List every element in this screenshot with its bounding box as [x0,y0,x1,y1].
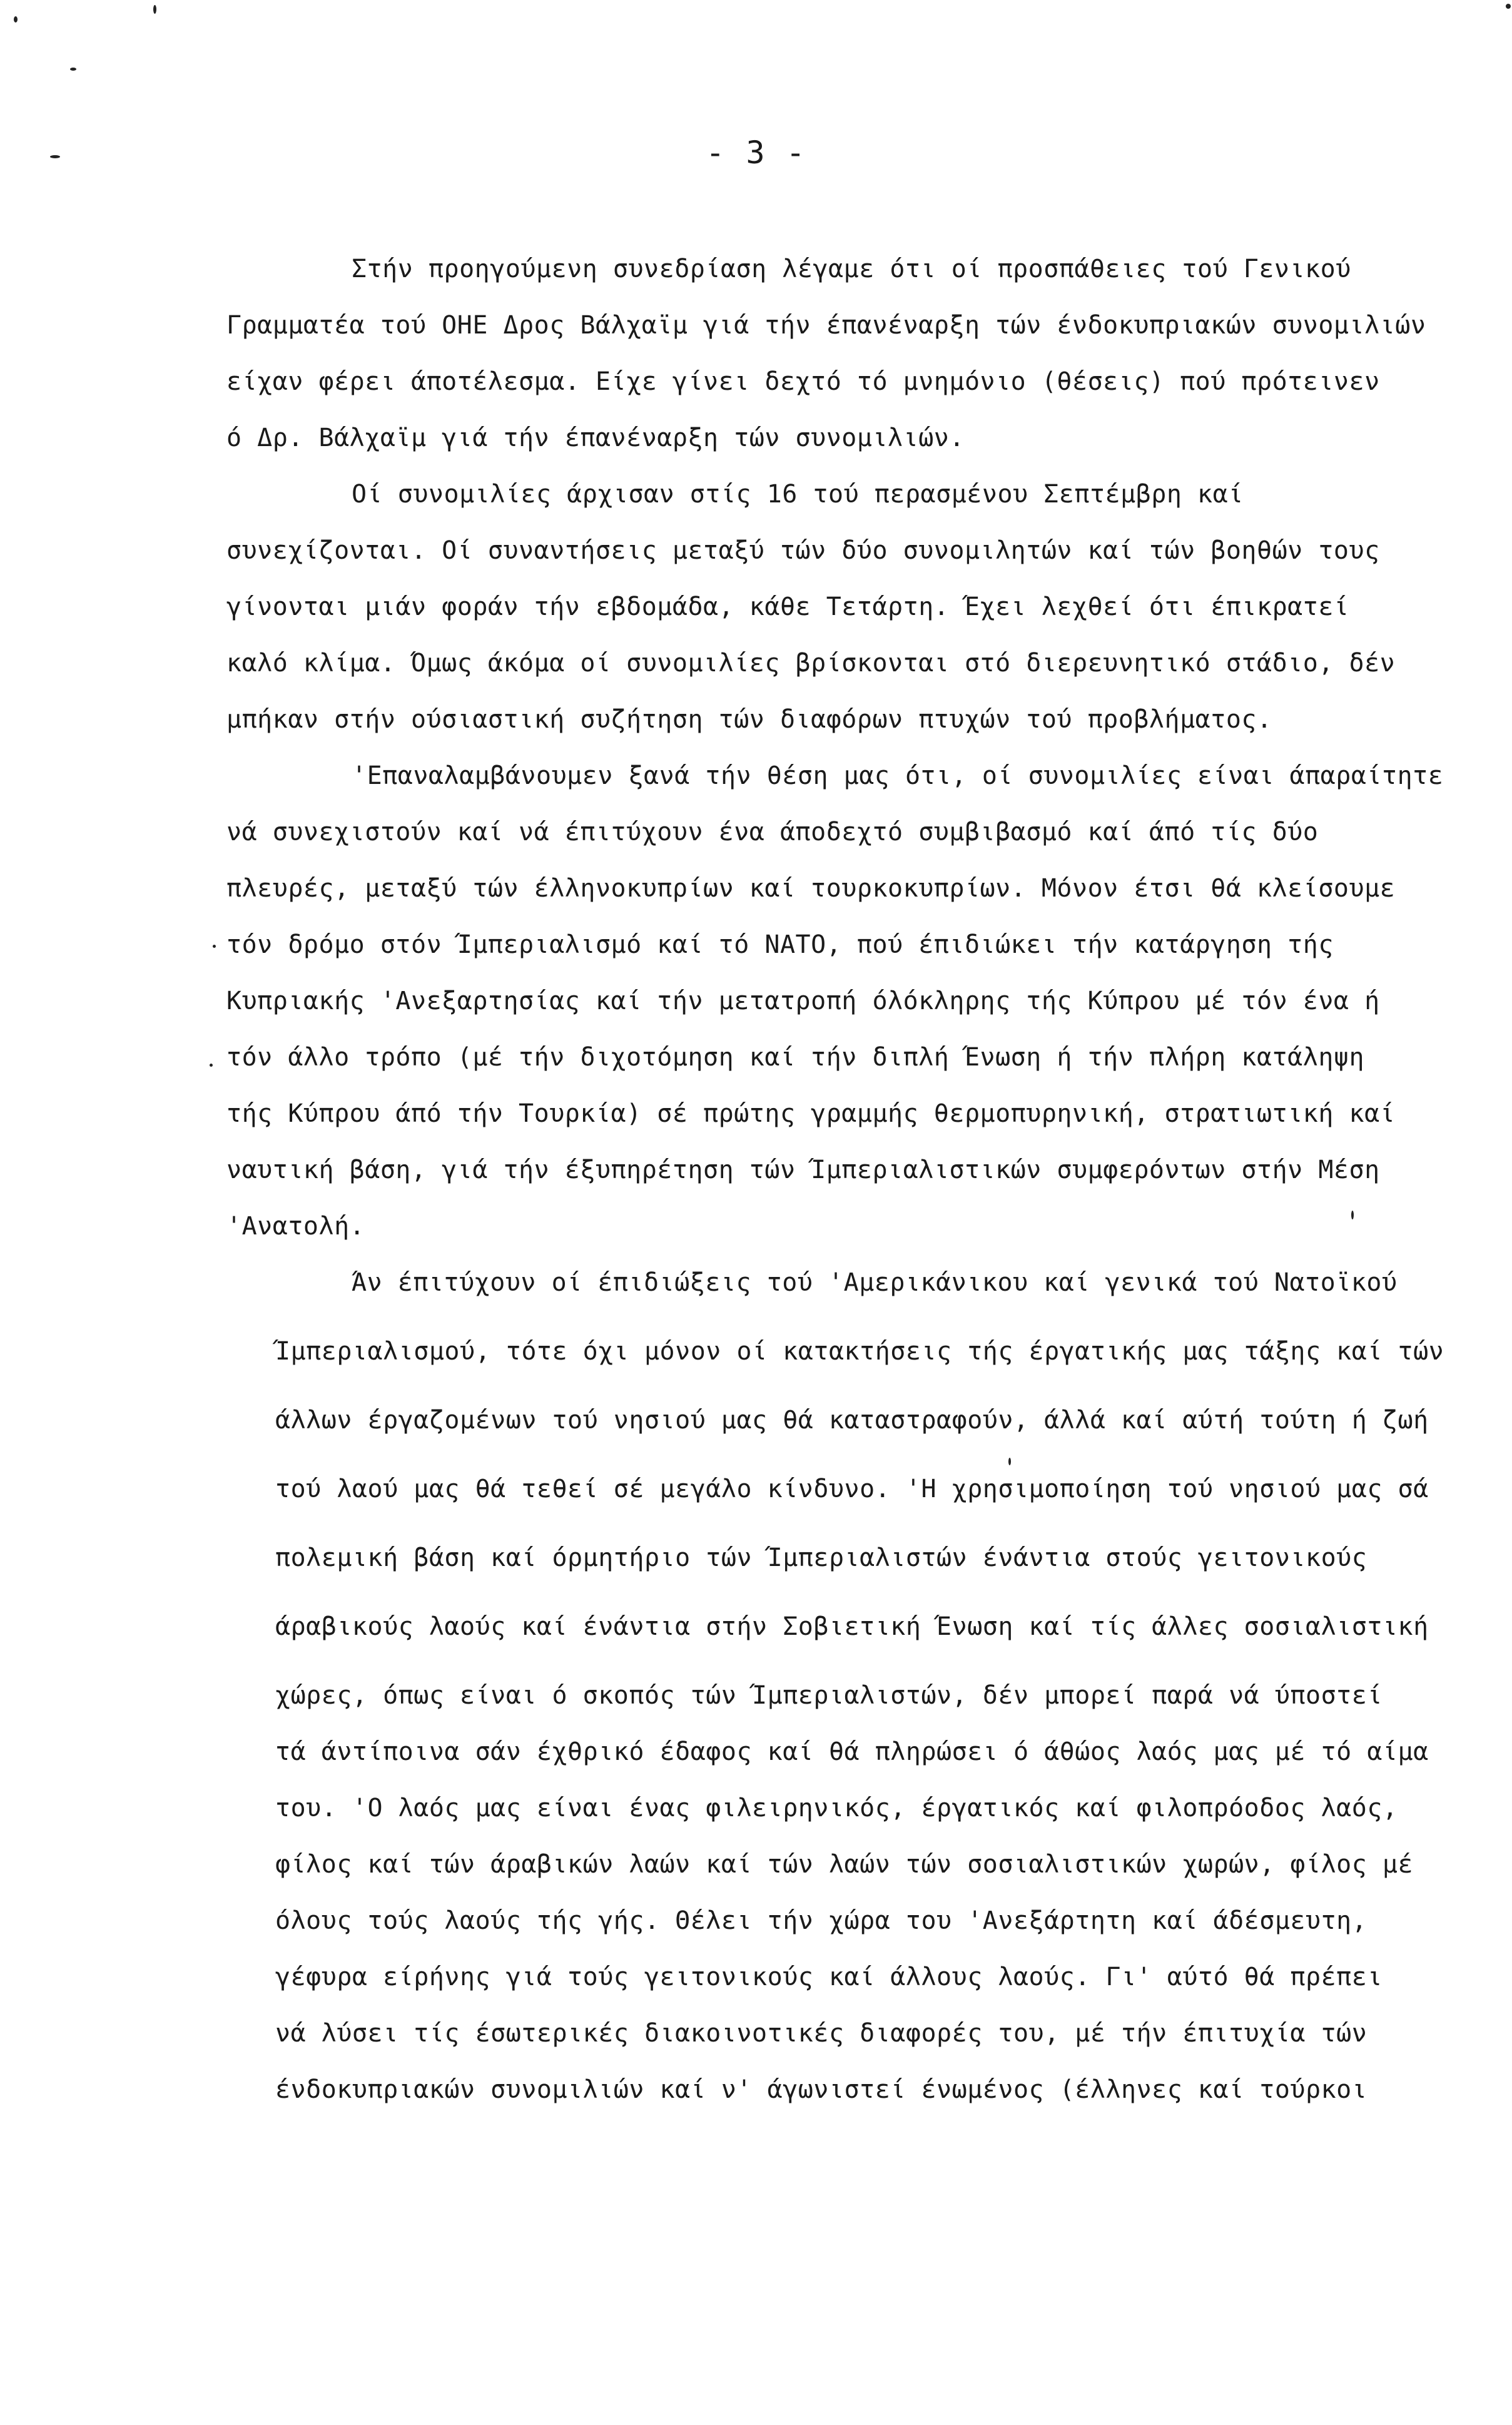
scan-speck [1506,4,1511,9]
text-line: Γραμματέα τού ΟΗΕ Δρος Βάλχαϊμ γιά τήν έπανέναρξη τών ένδοκυπριακών συνομιλιών [226,311,1426,340]
text-line: 'Επαναλαμβάνουμεν ξανά τήν θέση μας ότι, οί συνομιλίες είναι άπαραίτητε [352,761,1444,790]
scan-speck [153,5,156,14]
scan-speck [210,1064,213,1067]
text-line: τά άντίποινα σάν έχθρικό έδαφος καί θά πληρώσει ό άθώος λαός μας μέ τό αίμα [275,1737,1429,1766]
text-line: χώρες, όπως είναι ό σκοπός τών Ίμπεριαλιστών, δέν μπορεί παρά νά ύποστεί [275,1681,1383,1710]
text-line: άραβικούς λαούς καί ένάντια στήν Σοβιετική Ένωση καί τίς άλλες σοσιαλιστική [275,1612,1429,1641]
scan-speck [70,68,76,71]
text-line: Στήν προηγούμενη συνεδρίαση λέγαμε ότι οί προσπάθειες τού Γενικού [352,255,1351,283]
text-line: τής Κύπρου άπό τήν Τουρκία) σέ πρώτης γραμμής θερμοπυρηνική, στρατιωτική καί [226,1099,1396,1128]
text-line: άλλων έργαζομένων τού νησιού μας θά καταστραφούν, άλλά καί αύτή τούτη ή ζωή [275,1406,1429,1435]
text-line: όλους τούς λαούς τής γής. Θέλει τήν χώρα του 'Ανεξάρτητη καί άδέσμευτη, [275,1906,1367,1935]
text-line: 'Ανατολή. [226,1212,365,1241]
text-line: τού λαού μας θά τεθεί σέ μεγάλο κίνδυνο. 'Η χρησιμοποίηση τού νησιού μας σά [275,1475,1429,1503]
scan-speck [213,945,216,948]
text-line: τόν δρόμο στόν Ίμπεριαλισμό καί τό ΝΑΤΟ, πού έπιδιώκει τήν κατάργηση τής [226,930,1334,959]
text-line: του. 'Ο λαός μας είναι ένας φιλειρηνικός, έργατικός καί φιλοπρόοδος λαός, [275,1794,1398,1823]
text-line: Οί συνομιλίες άρχισαν στίς 16 τού περασμένου Σεπτέμβρη καί [352,480,1244,509]
text-line: Άν έπιτύχουν οί έπιδιώξεις τού 'Αμερικάνικου καί γενικά τού Νατοϊκού [352,1268,1398,1297]
page-number: - 3 - [706,135,806,171]
scan-speck [50,155,60,158]
text-line: μπήκαν στήν ούσιαστική συζήτηση τών διαφόρων πτυχών τού προβλήματος. [226,705,1272,734]
scan-speck [1351,1211,1354,1219]
scan-speck [1008,1458,1011,1465]
text-line: ένδοκυπριακών συνομιλιών καί ν' άγωνιστεί ένωμένος (έλληνες καί τούρκοι [275,2075,1367,2104]
text-line: φίλος καί τών άραβικών λαών καί τών λαών τών σοσιαλιστικών χωρών, φίλος μέ [275,1850,1414,1879]
text-line: γέφυρα είρήνης γιά τούς γειτονικούς καί άλλους λαούς. Γι' αύτό θά πρέπει [275,1963,1383,1991]
text-line: καλό κλίμα. Όμως άκόμα οί συνομιλίες βρίσκονται στό διερευνητικό στάδιο, δέν [226,649,1396,678]
text-line: νά συνεχιστούν καί νά έπιτύχουν ένα άποδεχτό συμβιβασμό καί άπό τίς δύο [226,818,1319,846]
text-line: γίνονται μιάν φοράν τήν εβδομάδα, κάθε Τετάρτη. Έχει λεχθεί ότι έπικρατεί [226,592,1349,621]
text-line: πολεμική βάση καί όρμητήριο τών Ίμπεριαλιστών ένάντια στούς γειτονικούς [275,1543,1367,1572]
text-line: τόν άλλο τρόπο (μέ τήν διχοτόμηση καί τήν διπλή Ένωση ή τήν πλήρη κατάληψη [226,1043,1365,1072]
text-line: Ίμπεριαλισμού, τότε όχι μόνον οί κατακτήσεις τής έργατικής μας τάξης καί τών [275,1337,1444,1366]
text-line: συνεχίζονται. Οί συναντήσεις μεταξύ τών δύο συνομιλητών καί τών βοηθών τους [226,536,1380,565]
scan-speck [14,16,18,23]
text-line: είχαν φέρει άποτέλεσμα. Είχε γίνει δεχτό τό μνημόνιο (θέσεις) πού πρότεινεν [226,367,1380,396]
text-line: ναυτική βάση, γιά τήν έξυπηρέτηση τών Ίμπεριαλιστικών συμφερόντων στήν Μέση [226,1156,1380,1184]
text-line: ό Δρ. Βάλχαϊμ γιά τήν έπανέναρξη τών συνομιλιών. [226,424,965,452]
text-line: πλευρές, μεταξύ τών έλληνοκυπρίων καί τουρκοκυπρίων. Μόνον έτσι θά κλείσουμε [226,874,1396,903]
text-line: Κυπριακής 'Ανεξαρτησίας καί τήν μετατροπή όλόκληρης τής Κύπρου μέ τόν ένα ή [226,987,1380,1015]
text-line: νά λύσει τίς έσωτερικές διακοινοτικές διαφορές του, μέ τήν έπιτυχία τών [275,2019,1367,2048]
